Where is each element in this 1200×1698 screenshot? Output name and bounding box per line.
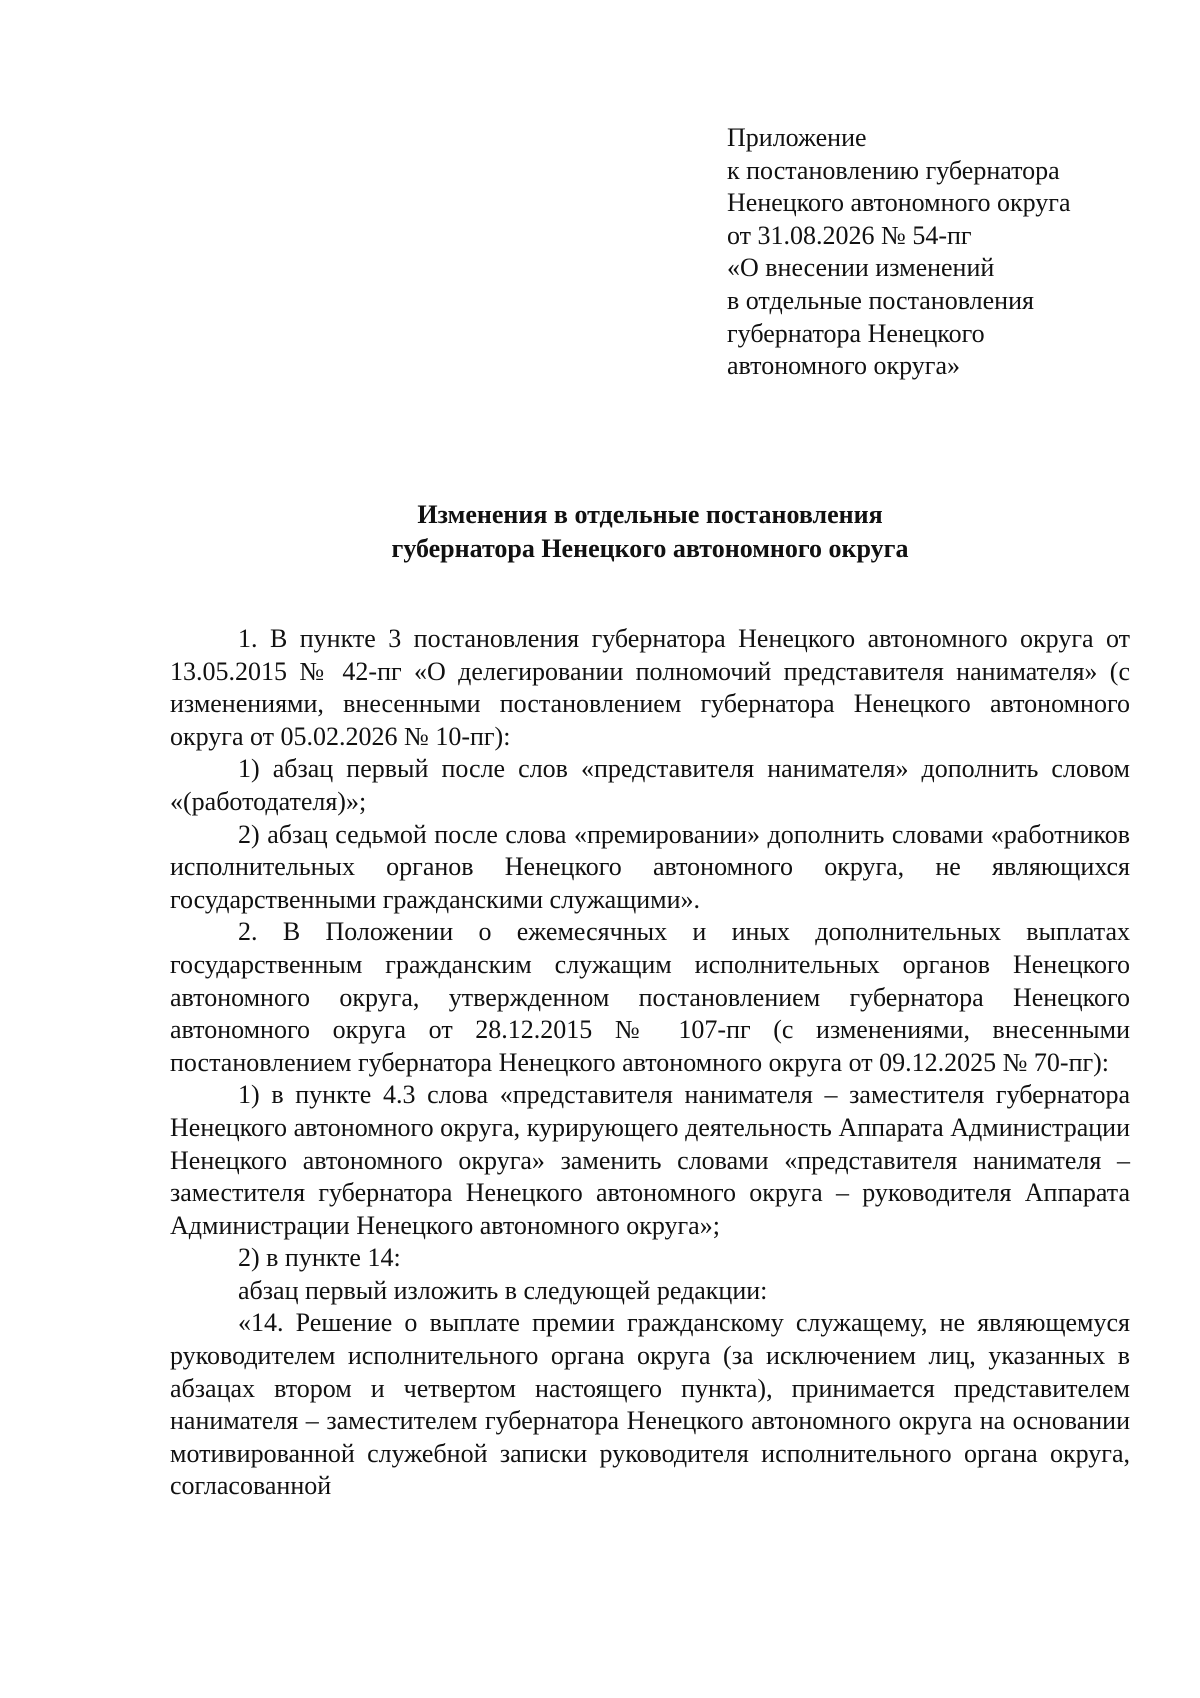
paragraph-1-item-2: 2) абзац седьмой после слова «премировании» дополнить словами «работников исполнительных органов Ненецкого автономного округа, не являющихся государственными гражданскими служащими». xyxy=(170,819,1130,914)
paragraph-1: 1. В пункте 3 постановления губернатора Ненецкого автономного округа от 13.05.2015 № 42-пг «О делегировании полномочий представителя нанимателя» (с изменениями, внесенными постановлением губернатора Ненецкого автономного округа от 05.02.2026 № 10-пг): xyxy=(170,624,1130,751)
paragraph-2-item-2-sub: абзац первый изложить в следующей редакции: xyxy=(238,1275,768,1305)
quoted-paragraph-14: «14. Решение о выплате премии гражданскому служащему, не являющемуся руководителем исполнительного органа округа (за исключением лиц, указанных в абзацах втором и четвертом настоящего пункта), принимается представителем нанимателя – заместителем губернатора Ненецкого автономного округа на основании мотивированной служебной записки руководителя исполнительного органа округа, согласованной xyxy=(170,1308,1130,1501)
title-line: губернатора Ненецкого автономного округа xyxy=(391,534,909,563)
appendix-line: от 31.08.2026 № 54-пг xyxy=(727,220,972,250)
appendix-line: Приложение xyxy=(727,123,867,152)
paragraph-1-item-1: 1) абзац первый после слов «представителя нанимателя» дополнить словом «(работодателя)»; xyxy=(170,754,1130,816)
paragraph-2-item-2: 2) в пункте 14: xyxy=(238,1243,401,1273)
appendix-line: автономного округа» xyxy=(727,351,960,381)
title-line: Изменения в отдельные постановления xyxy=(417,500,883,529)
appendix-line: «О внесении изменений xyxy=(727,253,995,283)
appendix-line: в отдельные постановления xyxy=(727,285,1034,315)
appendix-header xyxy=(727,122,1167,383)
paragraph-2-item-1: 1) в пункте 4.3 слова «представителя нанимателя – заместителя губернатора Ненецкого автономного округа, курирующего деятельность Аппарата Администрации Ненецкого автономного округа» заменить словами «представителя нанимателя – заместителя губернатора Ненецкого автономного округа – руководителя Аппарата Администрации Ненецкого автономного округа»; xyxy=(170,1080,1130,1240)
appendix-line: губернатора Ненецкого xyxy=(727,318,985,348)
document-body xyxy=(170,623,1130,1503)
document-title xyxy=(170,498,1130,566)
appendix-line: к постановлению губернатора xyxy=(727,155,1060,185)
paragraph-2: 2. В Положении о ежемесячных и иных дополнительных выплатах государственным гражданским служащим исполнительных органов Ненецкого автономного округа, утвержденном постановлением губернатора Ненецкого автономного округа от 28.12.2015 № 107-пг (с изменениями, внесенными постановлением губернатора Ненецкого автономного округа от 09.12.2025 № 70-пг): xyxy=(170,917,1130,1077)
appendix-line: Ненецкого автономного округа xyxy=(727,188,1071,218)
